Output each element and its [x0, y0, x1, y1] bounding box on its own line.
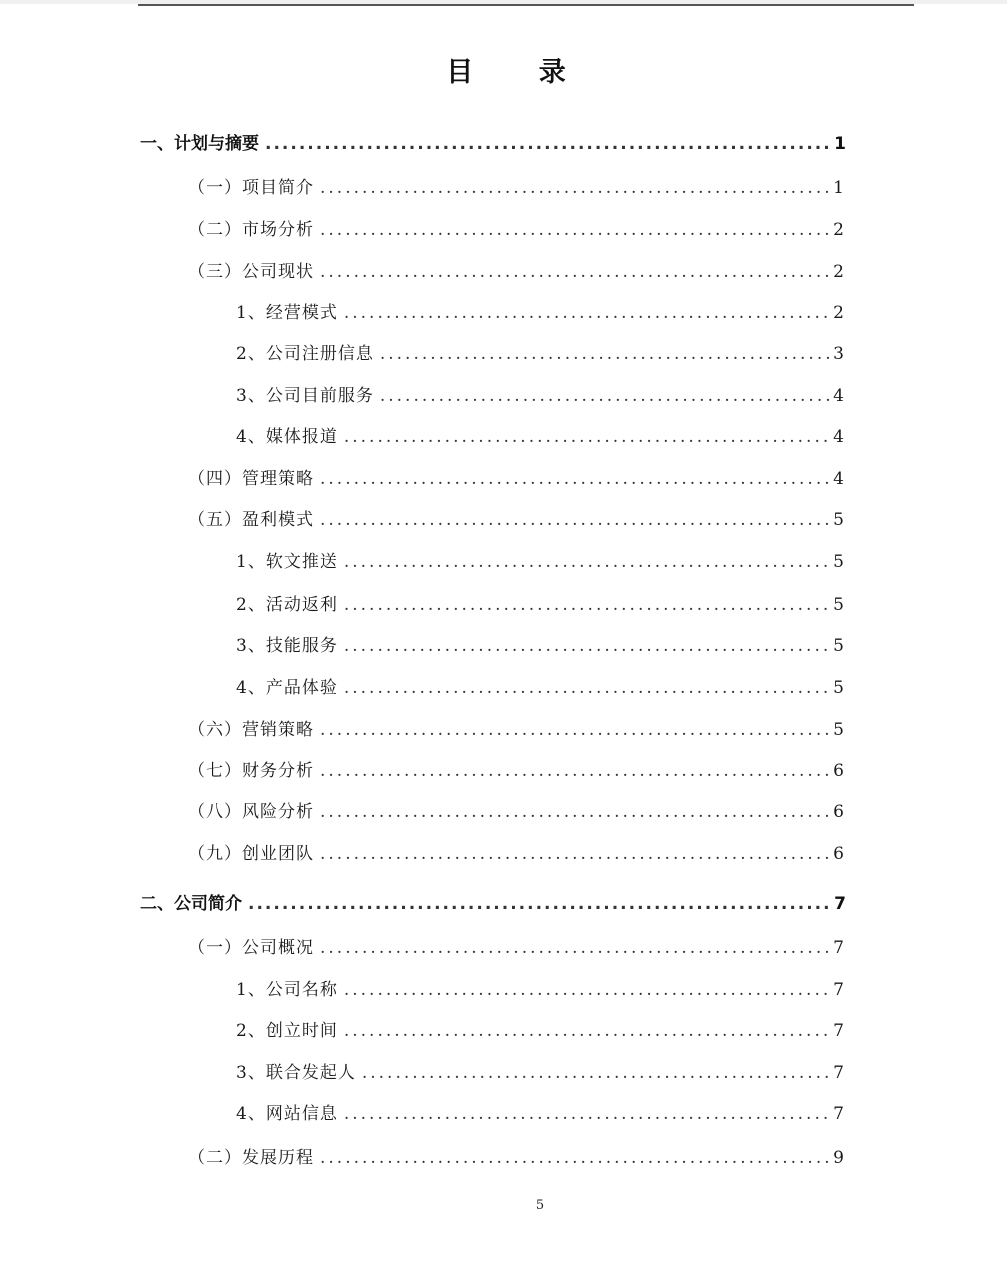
toc-entry[interactable] — [236, 676, 845, 700]
toc-entry[interactable] — [236, 425, 845, 449]
dot-leader — [344, 301, 829, 325]
toc-entry-label: 1、软文推送 — [236, 552, 338, 572]
toc-entry-page: 6 — [833, 844, 845, 864]
toc-entry-label: 4、网站信息 — [236, 1104, 338, 1124]
toc-entry-label: （四）管理策略 — [188, 469, 314, 489]
toc-entry-label: （六）营销策略 — [188, 720, 314, 740]
toc-entry[interactable] — [236, 1019, 845, 1043]
dot-leader — [344, 978, 829, 1002]
dot-leader — [320, 176, 829, 200]
toc-entry-label: 4、产品体验 — [236, 678, 338, 698]
dot-leader — [344, 1019, 829, 1043]
toc-entry-label: 2、活动返利 — [236, 595, 338, 615]
toc-entry-label: （七）财务分析 — [188, 761, 314, 781]
dot-leader — [344, 676, 829, 700]
toc-entry[interactable] — [188, 936, 845, 960]
toc-entry-label: 3、联合发起人 — [236, 1063, 356, 1083]
dot-leader — [320, 218, 829, 242]
page-title: 目 录 — [446, 57, 594, 88]
toc-entry-page: 5 — [833, 552, 845, 572]
toc-entry[interactable] — [188, 508, 845, 532]
toc-entry[interactable] — [236, 978, 845, 1002]
toc-entry-page: 7 — [833, 938, 845, 958]
toc-entry-label: （二）市场分析 — [188, 220, 314, 240]
toc-entry-page: 2 — [833, 303, 845, 323]
toc-entry[interactable] — [236, 301, 845, 325]
toc-entry-label: （九）创业团队 — [188, 844, 314, 864]
dot-leader — [248, 892, 830, 916]
toc-entry-label: （一）项目简介 — [188, 178, 314, 198]
dot-leader — [344, 425, 829, 449]
toc-entry-page: 5 — [833, 678, 845, 698]
toc-entry[interactable] — [140, 892, 846, 916]
toc-entry-label: （八）风险分析 — [188, 802, 314, 822]
toc-entry-label: 3、技能服务 — [236, 636, 338, 656]
dot-leader — [320, 842, 829, 866]
toc-entry-label: （五）盈利模式 — [188, 510, 314, 530]
toc-entry-label: 1、公司名称 — [236, 980, 338, 1000]
toc-entry[interactable] — [140, 132, 846, 156]
toc-entry-page: 1 — [833, 178, 845, 198]
toc-entry-page: 9 — [833, 1148, 845, 1168]
toc-entry-label: 2、创立时间 — [236, 1021, 338, 1041]
toc-entry[interactable] — [236, 342, 845, 366]
toc-entry-page: 5 — [833, 510, 845, 530]
dot-leader — [320, 260, 829, 284]
dot-leader — [344, 634, 829, 658]
toc-entry[interactable] — [188, 759, 845, 783]
dot-leader — [320, 718, 829, 742]
toc-entry-page: 6 — [833, 802, 845, 822]
toc-entry-page: 7 — [833, 1021, 845, 1041]
toc-entry-page: 4 — [833, 386, 845, 406]
toc-entry[interactable] — [236, 550, 845, 574]
dot-leader — [344, 593, 829, 617]
toc-entry-label: 3、公司目前服务 — [236, 386, 374, 406]
dot-leader — [362, 1061, 829, 1085]
toc-entry-label: （二）发展历程 — [188, 1148, 314, 1168]
toc-entry[interactable] — [188, 218, 845, 242]
toc-entry[interactable] — [188, 467, 845, 491]
toc-entry-page: 7 — [833, 980, 845, 1000]
dot-leader — [320, 467, 829, 491]
toc-entry-page: 4 — [833, 427, 845, 447]
toc-entry[interactable] — [236, 593, 845, 617]
dot-leader — [320, 759, 829, 783]
toc-entry-label: 4、媒体报道 — [236, 427, 338, 447]
toc-entry[interactable] — [236, 1102, 845, 1126]
dot-leader — [380, 342, 829, 366]
toc-entry-label: 一、计划与摘要 — [140, 134, 259, 154]
dot-leader — [320, 936, 829, 960]
toc-entry-label: （三）公司现状 — [188, 262, 314, 282]
dot-leader — [344, 1102, 829, 1126]
toc-entry-page: 6 — [833, 761, 845, 781]
dot-leader — [320, 1146, 829, 1170]
toc-entry-page: 2 — [833, 262, 845, 282]
dot-leader — [380, 384, 829, 408]
page-number: 5 — [535, 1198, 545, 1213]
toc-entry[interactable] — [188, 842, 845, 866]
toc-entry-page: 3 — [833, 344, 845, 364]
toc-entry-label: 1、经营模式 — [236, 303, 338, 323]
toc-entry-page: 5 — [833, 595, 845, 615]
toc-entry-page: 5 — [833, 636, 845, 656]
dot-leader — [344, 550, 829, 574]
toc-entry-page: 7 — [834, 894, 846, 914]
toc-entry-page: 1 — [834, 134, 846, 154]
toc-entry[interactable] — [236, 1061, 845, 1085]
toc-entry[interactable] — [188, 176, 845, 200]
toc-entry[interactable] — [236, 634, 845, 658]
dot-leader — [265, 132, 830, 156]
toc-entry-label: 二、公司简介 — [140, 894, 242, 914]
toc-entry-page: 4 — [833, 469, 845, 489]
dot-leader — [320, 800, 829, 824]
toc-entry-label: 2、公司注册信息 — [236, 344, 374, 364]
toc-entry[interactable] — [188, 718, 845, 742]
toc-entry[interactable] — [188, 1146, 845, 1170]
toc-entry-label: （一）公司概况 — [188, 938, 314, 958]
toc-entry[interactable] — [188, 260, 845, 284]
toc-entry-page: 5 — [833, 720, 845, 740]
toc-entry-page: 2 — [833, 220, 845, 240]
dot-leader — [320, 508, 829, 532]
toc-entry-page: 7 — [833, 1063, 845, 1083]
toc-entry[interactable] — [236, 384, 845, 408]
toc-entry-page: 7 — [833, 1104, 845, 1124]
toc-entry[interactable] — [188, 800, 845, 824]
